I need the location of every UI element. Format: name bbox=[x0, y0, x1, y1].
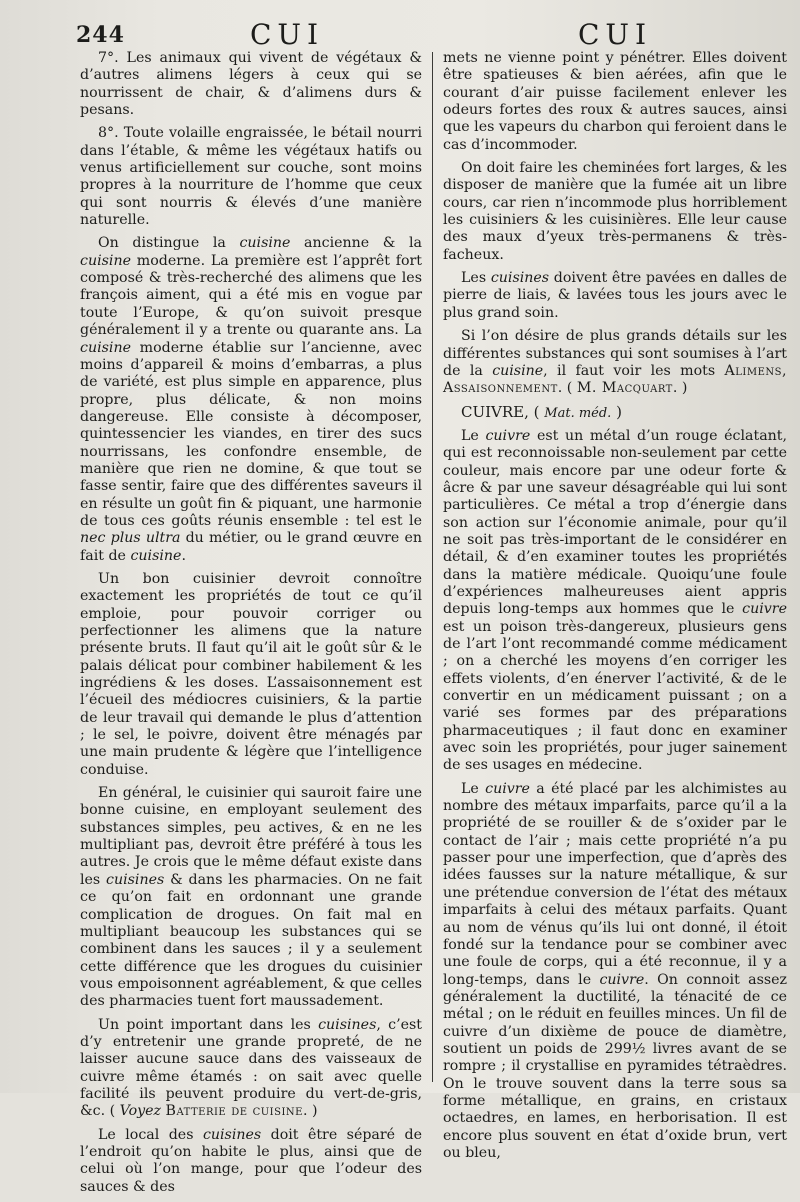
paragraph: Le cuivre est un métal d’un rouge éclatant, qui est reconnoissable non-seulement par cette couleur, mais encore par une odeur forte & âcre & par une saveur désagréable qui lui sont particulières. Ce métal a trop d’énergie dans son action sur l’économie animale, pour qu’il ne soit pas très-important de le considérer en détail, & d’en examiner toutes les propriétés dans la matière médicale. Quoiqu’une foule d’expériences malheureuses aient appris depuis long-temps aux hommes que le cuivre est un poison très-dangereux, plusieurs gens de l’art l’ont recommandé comme médicament ; on a cherché les moyens d’en corriger les effets violents, d’en énerver l’activité, & de le convertir en un médicament puissant ; on a varié ses formes par des préparations pharmaceutiques ; il faut donc en examiner avec soin les propriétés, pour juger sainement de ses usages en médecine. bbox=[443, 427, 787, 774]
paragraph: On doit faire les cheminées fort larges, & les disposer de manière que la fumée ait un libre cours, car rien n’incommode plus horriblement les cuisiniers & les cuisinières. Elle leur cause des maux d’yeux très-permanens & très-facheux. bbox=[443, 160, 787, 263]
paragraph: 7°. Les animaux qui vivent de végétaux & d’autres alimens légers à ceux qui se nourrissent de chair, & d’alimens durs & pesans. bbox=[80, 50, 422, 119]
paragraph: Si l’on désire de plus grands détails sur les différentes substances qui sont soumises à l’art de la cuisine, il faut voir les mots Alimens, Assaisonnement. ( M. Macquart. ) bbox=[443, 328, 787, 397]
paragraph: Le local des cuisines doit être séparé de l’endroit qu’on habite le plus, ainsi que de celui où l’on mange, pour que l’odeur des sauces & des bbox=[80, 1126, 422, 1195]
paragraph: Un point important dans les cuisines, c’est d’y entretenir une grande propreté, de ne laisser aucune sauce dans des vaisseaux de cuivre même étamés : on sait avec quelle facilité ils peuvent produire du vert-de-gris, &c. ( Voyez Batterie de cuisine. ) bbox=[80, 1016, 422, 1120]
cross-reference: Batterie de cuisine bbox=[165, 1103, 303, 1120]
paragraph: Un bon cuisinier devroit connoître exactement les propriétés de tout ce qu’il emploie, pour pouvoir corriger ou perfectionner les alimens que la nature présente bruts. Il faut qu’il ait le goût sûr & le palais délicat pour combiner habilement & les ingrédiens & les doses. L’assaisonnement est l’écueil des médiocres cuisiniers, & la partie de leur travail qui demande le plus d’attention ; le sel, le poivre, doivent être ménagés par une main prudente & légère que l’intelligence conduise. bbox=[80, 570, 422, 778]
page-number: 244 bbox=[76, 22, 125, 48]
author-name: M. Macquart bbox=[576, 380, 673, 397]
paragraph: On distingue la cuisine ancienne & la cuisine moderne. La première est l’apprêt fort composé & très-recherché des alimens que les françois aiment, qui a été mis en vogue par toute l’Europe, & qu’on suivoit presque généralement il y a trente ou quarante ans. La cuisine moderne établie sur l’ancienne, avec moins d’appareil & moins d’embarras, a plus de variété, est plus simple en apparence, plus propre, plus délicate, & non moins dangereuse. Elle consiste à décomposer, quintessencier les viandes, en tirer des sucs nourrissans, les confondre ensemble, de manière que rien ne domine, & que tout se fasse sentir, faire que des différentes saveurs il en résulte un goût fin & piquant, une harmonie de tous ces goûts réunis ensemble : tel est le nec plus ultra du métier, ou le grand œuvre en fait de cuisine. bbox=[80, 235, 423, 564]
paragraph: 8°. Toute volaille engraissée, le bétail nourri dans l’étable, & même les végétaux hatifs ou venus artificiellement sur couche, sont moins propres à la nourriture de l’homme que ceux qui sont nourris & élevés d’une manière naturelle. bbox=[80, 125, 422, 229]
entry-heading: CUIVRE, ( Mat. méd. ) bbox=[461, 402, 622, 421]
column-divider bbox=[432, 52, 433, 1082]
running-head-right: CUI bbox=[578, 18, 653, 51]
paragraph: Les cuisines doivent être pavées en dalles de pierre de liais, & lavées tous les jours avec le plus grand soin. bbox=[443, 270, 788, 321]
paragraph: Le cuivre a été placé par les alchimistes au nombre des métaux imparfaits, parce qu’il a la propriété de se rouiller & de s’oxider par le contact de l’air ; mais cette propriété n’a pu passer pour une imperfection, que d’après des idées fausses sur la nature métallique, & sur une prétendue conversion de l’état des métaux imparfaits à celui des métaux parfaits. Quant au nom de vénus qu’ils lui ont donné, il étoit fondé sur la tendance pour se combiner avec une foule de corps, qui a été reconnue, il y a long-temps, dans le cuivre. On connoit assez généralement la ductilité, la ténacité de ce métal ; on le réduit en feuilles minces. Un fil de cuivre d’un dixième de pouce de diamètre, soutient un poids de 299½ livres avant de se rompre ; il crystallise en pyramides tétraèdres. On le trouve souvent dans la terre sous sa forme métallique, en grains, en cristaux octaedres, en lames, en herborisation. Il est encore plus souvent en état d’oxide brun, vert ou bleu, bbox=[443, 780, 787, 1161]
cross-reference: Alimens, Assaisonnement bbox=[443, 362, 787, 397]
running-head-left: CUI bbox=[250, 18, 325, 51]
left-column bbox=[80, 50, 422, 1202]
paragraph: mets ne vienne point y pénétrer. Elles doivent être spatieuses & bien aérées, afin que le courant d’air puisse facilement enlever les odeurs fortes des roux & autres sauces, ainsi que les vapeurs du charbon qui feroient dans le cas d’incommoder. bbox=[443, 50, 787, 153]
paragraph: En général, le cuisinier qui sauroit faire une bonne cuisine, en employant seulement des substances simples, peu actives, & en ne les multipliant pas, devroit être préféré à tous les autres. Je crois que le même défaut existe dans les cuisines & dans les pharmacies. On ne fait ce qu’on fait en ordonnant une grande complication de drogues. On fait mal en multipliant beaucoup les substances qui se combinent dans les sauces ; il y a seulement cette différence que les drogues du cuisinier vous empoisonnent agréablement, & que celles des pharmacies tuent fort maussadement. bbox=[80, 785, 422, 1010]
right-column bbox=[443, 50, 787, 1168]
